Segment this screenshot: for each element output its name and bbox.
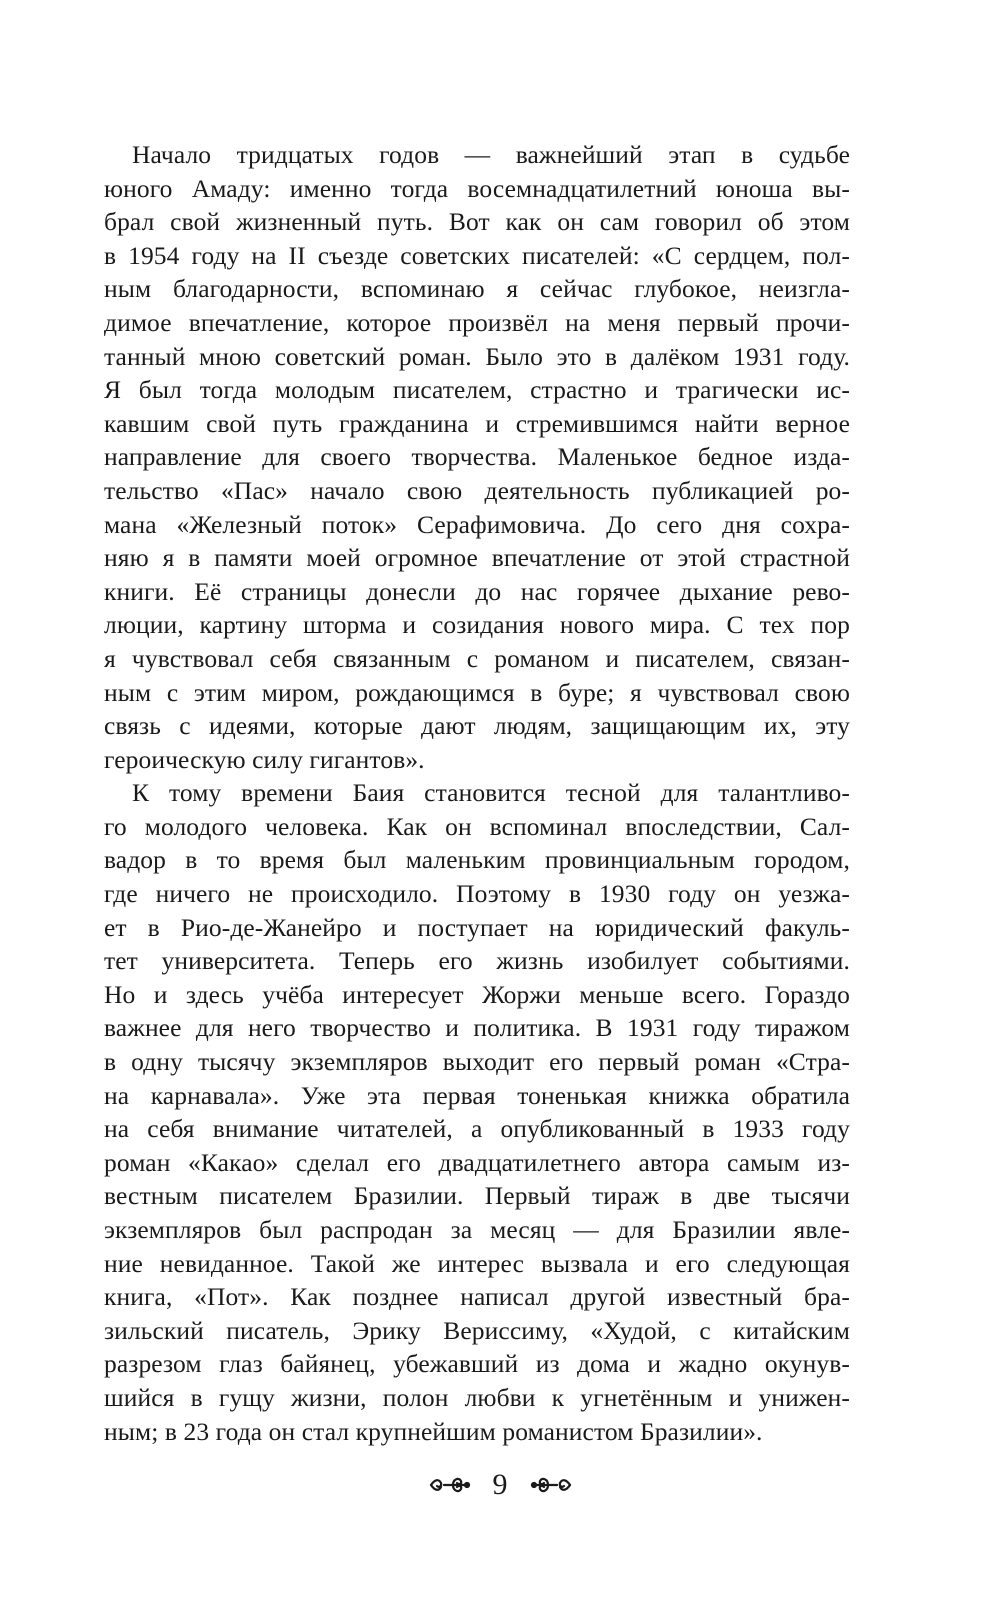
text-line: ет в Рио-де-Жанейро и поступает на юридический факуль- [104, 912, 850, 942]
text-line: разрезом глаз байянец, убежавший из дома и жадно окунув- [104, 1349, 850, 1379]
text-line: брал свой жизненный путь. Вот как он сам говорил об этом [104, 207, 850, 237]
text-line: тельство «Пас» начало свою деятельность публикацией ро- [104, 475, 850, 505]
text-line: шийся в гущу жизни, полон любви к угнетённым и унижен- [104, 1382, 850, 1412]
text-line: зильский писатель, Эрику Вериссиму, «Худой, с китайским [104, 1315, 850, 1345]
text-line: Начало тридцатых годов — важнейший этап в судьбе [132, 140, 850, 169]
text-line: экземпляров был распродан за месяц — для Бразилии явле- [104, 1215, 850, 1244]
text-line: роман «Какао» сделал его двадцатилетнего автора самым из- [104, 1147, 850, 1177]
text-line: Но и здесь учёба интересует Жоржи меньше всего. Гораздо [104, 979, 850, 1009]
text-line: на карнавала». Уже эта первая тоненькая книжка обратила [104, 1080, 850, 1110]
text-line: димое впечатление, которое произвёл на меня первый прочи- [104, 307, 850, 337]
text-line: связь с идеями, которые дают людям, защищающим их, эту [104, 711, 850, 741]
text-line: в 1954 году на II съезде советских писателей: «С сердцем, пол- [104, 240, 850, 270]
text-line: книга, «Пот». Как позднее написал другой известный бра- [104, 1282, 850, 1312]
text-line: книги. Её страницы донесли до нас горячее дыхание рево- [104, 576, 850, 606]
text-line: вестным писателем Бразилии. Первый тираж в две тысячи [104, 1181, 850, 1211]
text-line: я чувствовал себя связанным с романом и писателем, связан- [104, 643, 850, 673]
paragraph-1 [104, 138, 850, 776]
text-line: ным; в 23 года он стал крупнейшим романистом Бразилии». [104, 1416, 763, 1446]
text-line: танный мною советский роман. Было это в далёком 1931 году. [104, 341, 850, 371]
text-line: где ничего не происходило. Поэтому в 1930 году он уезжа- [104, 879, 850, 909]
text-line: ным с этим миром, рождающимся в буре; я чувствовал свою [104, 677, 850, 707]
text-line: мана «Железный поток» Серафимовича. До сего дня сохра- [104, 509, 850, 539]
text-line: героическую силу гигантов». [104, 744, 425, 774]
ornament-left-icon [427, 1472, 473, 1498]
text-line: важнее для него творчество и политика. В 1931 году тиражом [104, 1013, 850, 1043]
text-line: направление для своего творчества. Маленькое бедное изда- [104, 442, 850, 472]
text-line: няю я в памяти моей огромное впечатление от этой страстной [104, 543, 850, 573]
text-line: вадор в то время был маленьким провинциальным городом, [104, 845, 850, 875]
page-footer [0, 1460, 1000, 1510]
text-line: го молодого человека. Как он вспоминал впоследствии, Сал- [104, 811, 850, 841]
text-line: на себя внимание читателей, а опубликованный в 1933 году [104, 1114, 850, 1144]
text-line: ние невиданное. Такой же интерес вызвала и его следующая [104, 1248, 850, 1278]
page-number: 9 [492, 1468, 508, 1501]
body-text [104, 138, 850, 1448]
text-line: в одну тысячу экземпляров выходит его первый роман «Стра- [104, 1047, 850, 1077]
text-line: К тому времени Баия становится тесной для талантливо- [132, 778, 850, 808]
text-line: тет университета. Теперь его жизнь изобилует событиями. [104, 946, 850, 976]
text-line: кавшим свой путь гражданина и стремившимся найти верное [104, 408, 850, 438]
text-line: люции, картину шторма и созидания нового мира. С тех пор [104, 610, 850, 640]
text-line: Я был тогда молодым писателем, страстно и трагически ис- [104, 375, 850, 405]
ornament-right-icon [528, 1472, 574, 1498]
text-line: ным благодарности, вспоминаю я сейчас глубокое, неизгла- [104, 274, 850, 304]
paragraph-2 [104, 776, 850, 1448]
text-line: юного Амаду: именно тогда восемнадцатилетний юноша вы- [104, 173, 850, 203]
